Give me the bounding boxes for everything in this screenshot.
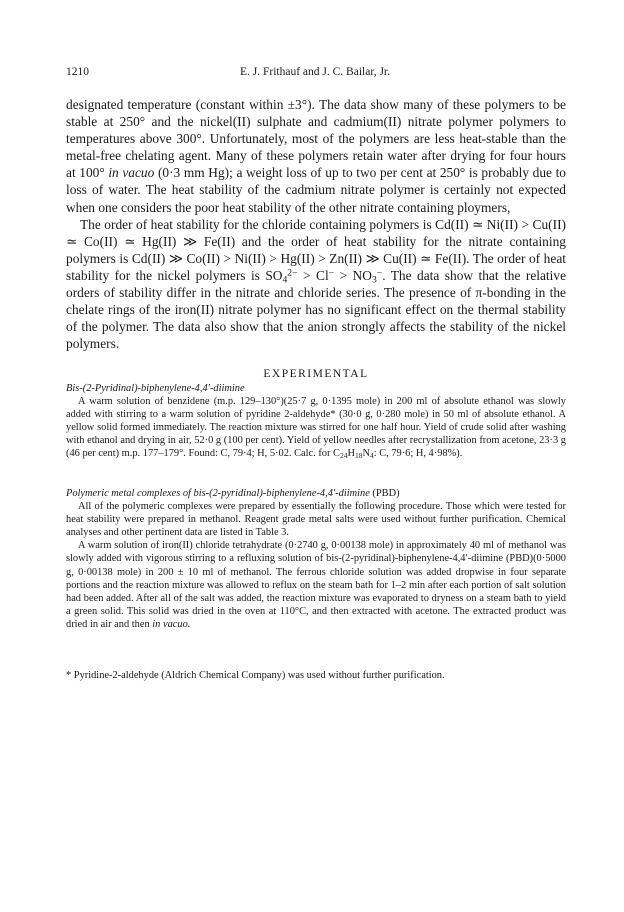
paragraph-text: A warm solution of benzidene (m.p. 129–130°)(25·7 g, 0·1395 mole) in 200 ml of absolute ethanol was slowly added with stirring to a warm solution of pyridine 2-aldehyde* (30·0 g, 0·280 mole) in 50 ml of absolute ethanol. A yellow solid formed immediately. The reaction mixture was stirred for one half hour. Yield of crude solid after washing with ethanol and drying in air, 52·0 g (100 per cent). Yield of yellow needles after recrystallization from acetone, 23·3 g (46 per cent) m.p. 177–179°. Found: C, 79·4; H, 5·02. Calc. for C <box>66 396 566 460</box>
section-heading-experimental: EXPERIMENTAL <box>263 368 369 380</box>
footnote: * Pyridine-2-aldehyde (Aldrich Chemical Company) was used without further purification. <box>66 670 445 681</box>
subsection-paragraph: All of the polymeric complexes were prepared by essentially the following procedure. Those which were tested for heat stability were prepared in methanol. Reagent grade metal salts were used without further purification. Chemical analyses and other pertinent data are listed in Table 3. <box>66 501 566 539</box>
superscript: − <box>376 267 383 279</box>
subsection-title-part: (PBD) <box>372 488 400 499</box>
paragraph-text: A warm solution of iron(II) chloride tetrahydrate (0·2740 g, 0·00138 mole) in approximately 40 ml of methanol was slowly added with vigorous stirring to a refluxing solution of bis-(2-pyridinal)-biphenylene-4,4′-diimine (PBD)(0·5000 g, 0·00138 mole) in 200 ± 10 ml of methanol. The ferrous chloride solution was added dropwise in four separate portions and the reaction mixture was allowed to reflux on the steam bath for 1–2 min after each portion of salt solution had been added. After all of the salt was added, the reaction mixture was evaporated to dryness on a steam bath to yield a green solid. This solid was dried in the oven at 110°C, and then extracted with acetone. The extracted product was dried in air and then <box>66 540 566 630</box>
subscript: 18 <box>354 451 363 461</box>
subsection-paragraph <box>66 539 566 631</box>
formula-element: N <box>362 448 370 460</box>
paragraph-text: > NO <box>339 267 372 283</box>
subscript: 4 <box>282 274 288 286</box>
running-head: E. J. Frithauf and J. C. Bailar, Jr. <box>240 66 390 78</box>
body-text <box>66 96 566 352</box>
superscript: 2− <box>287 267 298 279</box>
paragraph-text: . The data show that the relative orders of stability differ in the nitrate and chloride series. The presence of π-bonding in the chelate rings of the iron(II) nitrate polymer has no significant effect on the thermal stability of the polymer. The data also show that the anion strongly affects the stability of the nickel polymers. <box>66 267 567 352</box>
subsection-title <box>66 487 566 500</box>
paragraph-text: (0·3 mm Hg); a weight loss of up to two per cent at 250° is probably due to loss of water. The heat stability of the cadmium nitrate polymer is certainly not expected when one considers the poor heat stability of the other nitrate containing ploymers, <box>66 165 566 215</box>
subscript: 3 <box>371 274 377 286</box>
paragraph-stability-order <box>66 216 566 353</box>
superscript: − <box>328 267 335 279</box>
subsection-title-part: Polymeric metal complexes of <box>66 488 191 499</box>
subsection-title-part: bis-(2-pyridinal)-biphenylene-4,4′-diimine <box>193 488 370 499</box>
paragraph-text: > Cl <box>303 267 329 283</box>
subsection-diimine <box>66 382 566 461</box>
subscript: 24 <box>340 451 348 461</box>
subsection-polymeric-complexes <box>66 487 566 631</box>
subscript: 4 <box>369 451 374 461</box>
subsection-title: Bis-(2-Pyridinal)-biphenylene-4,4′-diimine <box>66 383 245 394</box>
subsection-paragraph <box>66 395 566 460</box>
italic-text: in vacuo <box>108 165 155 181</box>
formula-element: H <box>347 448 355 460</box>
paragraph-text: : C, 79·6; H, 4·98%). <box>373 448 463 460</box>
paragraph-text: The order of heat stability for the chloride containing polymers is Cd(II) ≃ Ni(II) > Cu(II) ≃ Co(II) ≃ Hg(II) ≫ Fe(II) and the order of heat stability for the nitrate containing polymers is Cd(II) ≫ Co(II) > Ni(II) > Hg(II) > Zn(II) ≫ Cu(II) ≃ Fe(II). The order of heat stability for the nickel polymers is SO <box>66 216 566 283</box>
page-number: 1210 <box>66 66 89 78</box>
paragraph-text: designated temperature (constant within ±3°). The data show many of these polymers to be stable at 250° and the nickel(II) sulphate and cadmium(II) nitrate polymer polymers to temperatures above 300°. Unfortunately, most of the polymers are less heat-stable than the metal-free chelating agent. Many of these polymers retain water after drying for four hours at 100° <box>66 97 566 181</box>
paragraph-heat-stability <box>66 96 566 216</box>
page-header <box>66 66 564 82</box>
italic-text: in vacuo. <box>152 618 191 630</box>
